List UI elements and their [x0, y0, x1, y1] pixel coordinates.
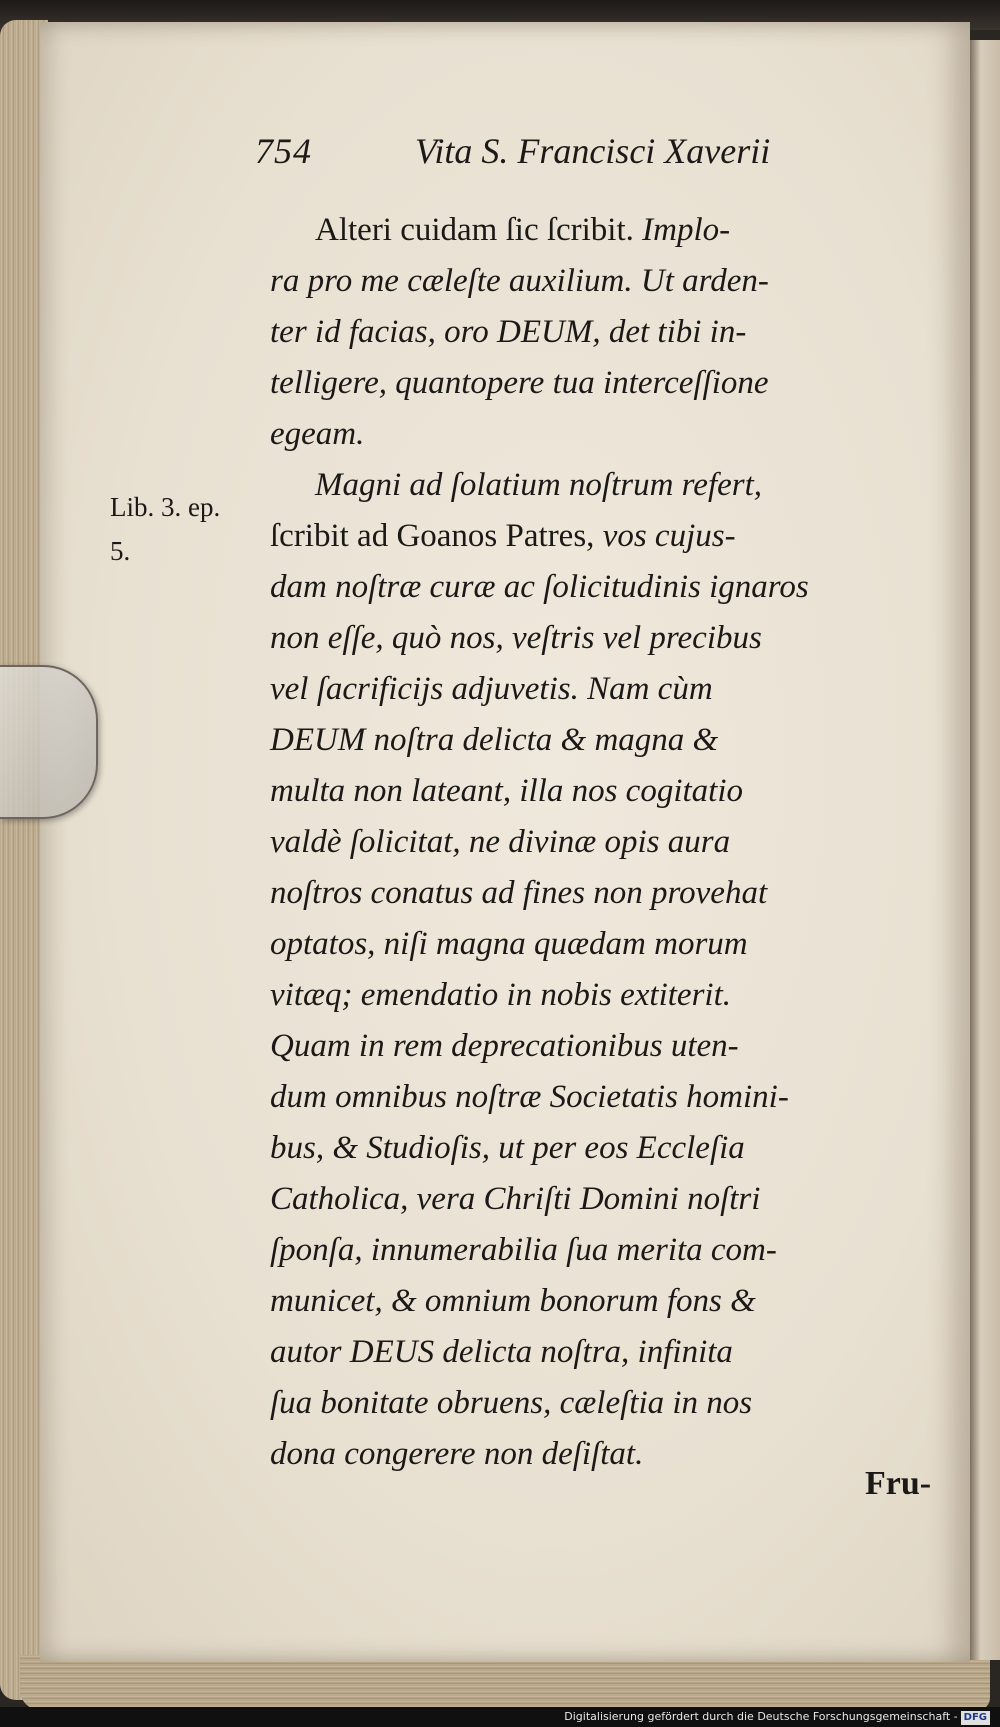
text-line [270, 715, 930, 766]
text-line [270, 256, 930, 307]
marginal-note-line: Lib. 3. ep. [110, 492, 221, 522]
text-line [270, 1072, 930, 1123]
text-line [270, 1021, 930, 1072]
text-italic: Magni ad ſolatium noſtrum refert, [315, 467, 763, 503]
text-italic: Implo- [633, 212, 731, 248]
text-line [270, 205, 930, 256]
text-line [270, 409, 930, 460]
text-italic: Catholica, vera Chriſti Domini noſtri [270, 1181, 761, 1217]
page-edges-bottom [20, 1655, 990, 1710]
catchword: Fru- [865, 1465, 932, 1502]
text-italic: vos cujus- [594, 518, 736, 554]
text-line [270, 1378, 930, 1429]
text-italic: noſtros conatus ad fines non provehat [270, 875, 768, 911]
text-italic: Quam in rem deprecationibus uten- [270, 1028, 739, 1064]
text-italic: egeam. [270, 416, 365, 452]
facing-page-edge [968, 40, 1000, 1660]
footer-text: Digitalisierung gefördert durch die Deutsche Forschungsgemeinschaft - [564, 1710, 958, 1723]
text-line [270, 562, 930, 613]
text-line [270, 1123, 930, 1174]
text-italic: ter id facias, oro DEUM, det tibi in- [270, 314, 747, 350]
text-roman: ſcribit ad Goanos Patres, [270, 518, 595, 554]
text-line [270, 1225, 930, 1276]
text-roman: Alteri cuidam ſic ſcribit. [315, 212, 634, 248]
text-line [270, 1276, 930, 1327]
text-italic: ra pro me cæleſte auxilium. Ut arden- [270, 263, 769, 299]
body-text [270, 205, 930, 1480]
text-italic: valdè ſolicitat, ne divinæ opis aura [270, 824, 731, 860]
text-line [270, 1429, 930, 1480]
text-italic: dum omnibus noſtræ Societatis homini- [270, 1079, 789, 1115]
text-line [270, 613, 930, 664]
text-italic: dona congerere non deſiſtat. [270, 1436, 644, 1472]
text-line [270, 1174, 930, 1225]
text-italic: multa non lateant, illa nos cogitatio [270, 773, 743, 809]
page-clip [0, 665, 98, 819]
text-italic: ſua bonitate obruens, cæleſtia in nos [270, 1385, 753, 1421]
text-line [270, 358, 930, 409]
text-italic: dam noſtræ curæ ac ſolicitudinis ignaros [270, 569, 809, 605]
page-header [255, 130, 855, 180]
text-italic: telligere, quantopere tua interceſſione [270, 365, 769, 401]
text-line [270, 817, 930, 868]
running-title: Vita S. Francisci Xaverii [415, 131, 771, 171]
text-line [270, 307, 930, 358]
text-line [270, 460, 930, 511]
marginal-note-line: 5. [110, 536, 131, 566]
text-italic: vitæq; emendatio in nobis extiterit. [270, 977, 732, 1013]
text-italic: optatos, niſi magna quædam morum [270, 926, 748, 962]
text-line [270, 766, 930, 817]
digitization-footer [0, 1707, 1000, 1727]
text-line [270, 511, 930, 562]
text-italic: bus, & Studioſis, ut per eos Eccleſia [270, 1130, 745, 1166]
text-line [270, 919, 930, 970]
text-italic: vel ſacrificijs adjuvetis. Nam cùm [270, 671, 713, 707]
text-line [270, 1327, 930, 1378]
text-italic: non eſſe, quò nos, veſtris vel precibus [270, 620, 762, 656]
text-italic: autor DEUS delicta noſtra, infinita [270, 1334, 733, 1370]
text-line [270, 664, 930, 715]
page-number: 754 [255, 131, 312, 171]
marginal-note [110, 485, 260, 573]
text-italic: ſponſa, innumerabilia ſua merita com- [270, 1232, 777, 1268]
text-italic: DEUM noſtra delicta & magna & [270, 722, 719, 758]
text-line [270, 868, 930, 919]
dfg-logo: DFG [961, 1711, 990, 1725]
text-line [270, 970, 930, 1021]
text-italic: municet, & omnium bonorum fons & [270, 1283, 756, 1319]
